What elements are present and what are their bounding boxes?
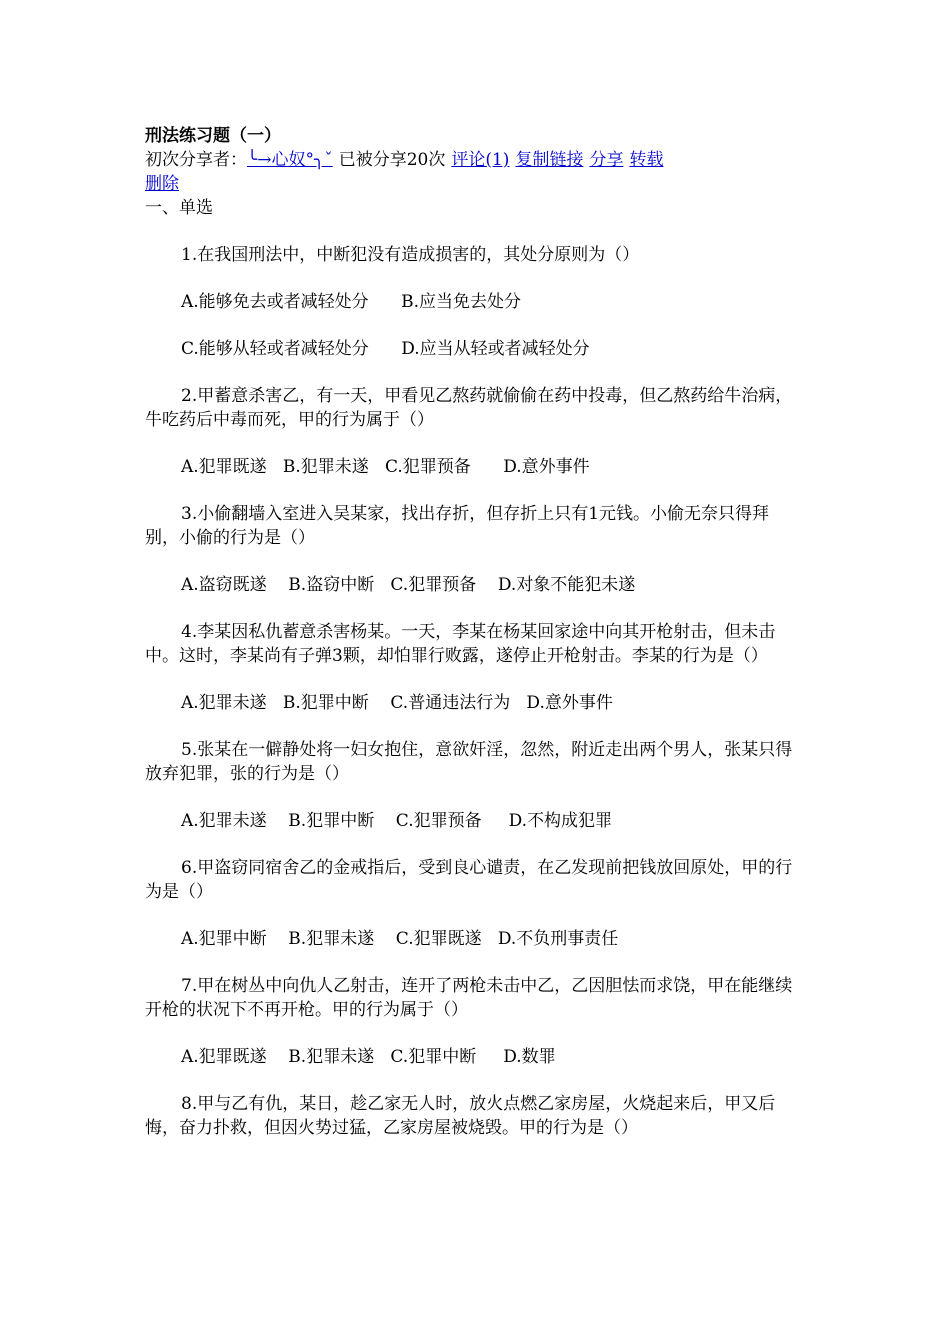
question-options: A.犯罪既遂 B.犯罪未遂 C.犯罪中断 D.数罪 xyxy=(181,1047,556,1067)
question-options: A.犯罪未遂 B.犯罪中断 C.犯罪预备 D.不构成犯罪 xyxy=(181,811,613,831)
question-text: 6.甲盗窃同宿舍乙的金戒指后，受到良心谴责，在乙发现前把钱放回原处，甲的行为是（） xyxy=(145,858,793,902)
share-info xyxy=(145,148,800,196)
document-body xyxy=(145,124,800,1140)
delete-link[interactable]: 删除 xyxy=(145,174,179,194)
question-text: 1.在我国刑法中，中断犯没有造成损害的，其处分原则为（） xyxy=(181,245,640,265)
question-options: A.盗窃既遂 B.盗窃中断 C.犯罪预备 D.对象不能犯未遂 xyxy=(181,575,636,595)
document-title: 刑法练习题（一） xyxy=(145,126,281,146)
question-text: 2.甲蓄意杀害乙，有一天，甲看见乙熬药就偷偷在药中投毒，但乙熬药给牛治病，牛吃药后中毒而死，甲的行为属于（） xyxy=(145,386,793,430)
share-prefix: 初次分享者： xyxy=(145,150,247,170)
question-text: 3.小偷翻墙入室进入吴某家，找出存折，但存折上只有1元钱。小偷无奈只得拜别，小偷的行为是（） xyxy=(145,504,770,548)
question-text: 5.张某在一僻静处将一妇女抱住，意欲奸淫，忽然，附近走出两个男人，张某只得放弃犯罪，张的行为是（） xyxy=(145,740,793,784)
question-options: A.犯罪未遂 B.犯罪中断 C.普通违法行为 D.意外事件 xyxy=(181,693,613,713)
share-count: 已被分享20次 xyxy=(338,150,446,170)
question-text: 8.甲与乙有仇，某日，趁乙家无人时，放火点燃乙家房屋，火烧起来后，甲又后悔，奋力扑救，但因火势过猛，乙家房屋被烧毁。甲的行为是（） xyxy=(145,1094,776,1138)
sharer-link[interactable]: ╰→心奴°╮ˇ xyxy=(247,150,333,170)
section-heading: 一、单选 xyxy=(145,198,213,218)
question-options: C.能够从轻或者减轻处分 D.应当从轻或者减轻处分 xyxy=(181,339,590,359)
question-options: A.犯罪中断 B.犯罪未遂 C.犯罪既遂 D.不负刑事责任 xyxy=(181,929,619,949)
question-options: A.犯罪既遂 B.犯罪未遂 C.犯罪预备 D.意外事件 xyxy=(181,457,590,477)
question-list xyxy=(145,243,800,1140)
question-text: 4.李某因私仇蓄意杀害杨某。一天，李某在杨某回家途中向其开枪射击，但未击中。这时，李某尚有子弹3颗，却怕罪行败露，遂停止开枪射击。李某的行为是（） xyxy=(145,622,776,666)
share-link[interactable]: 分享 xyxy=(589,150,624,170)
question-text: 7.甲在树丛中向仇人乙射击，连开了两枪未击中乙，乙因胆怯而求饶，甲在能继续开枪的状况下不再开枪。甲的行为属于（） xyxy=(145,976,793,1020)
question-options: A.能够免去或者减轻处分 B.应当免去处分 xyxy=(181,292,521,312)
repost-link[interactable]: 转载 xyxy=(629,150,664,170)
comment-link[interactable]: 评论(1) xyxy=(451,150,510,170)
copy-link[interactable]: 复制链接 xyxy=(515,150,584,170)
